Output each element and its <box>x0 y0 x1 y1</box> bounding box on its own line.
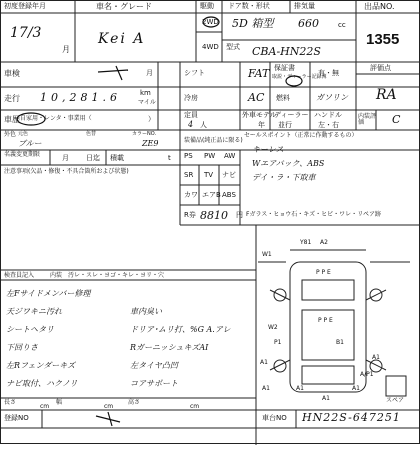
mark-w2: W2 <box>268 324 278 331</box>
mark-a1-1: A1 <box>260 359 268 366</box>
lot-label: 出品NO. <box>364 2 395 11</box>
spare-label: スペア <box>386 397 405 404</box>
car-grade-label: 車名・グレード <box>96 2 152 11</box>
inspector-conditions: 汚レ・スレ・ヨゴ・キレ・ヨリ・穴 <box>68 272 164 279</box>
handle-label: ハンドル <box>314 111 342 119</box>
chassis-label: 車台NO <box>262 414 287 422</box>
first-reg-value: 17/3 <box>10 25 42 41</box>
model-label: 型式 <box>226 43 240 51</box>
sales-point-line-3: デイ・ラ・下取車 <box>252 173 316 182</box>
fuel-label: 燃料 <box>276 94 290 102</box>
exterior-model-unit: 年 <box>258 121 265 129</box>
history-label: 車歴 <box>4 115 20 124</box>
sales-point-line-1: キーレス <box>252 145 284 154</box>
inspector-label: 検査員記入 <box>4 272 35 279</box>
recycle-label: R券 <box>184 211 196 219</box>
size-width-unit: cm <box>104 403 114 410</box>
car-body-diagram <box>258 250 410 396</box>
mark-a1-3: A1 <box>262 385 270 392</box>
name-change-label: 名義変更期限 <box>4 151 41 158</box>
capacity-unit: 人 <box>200 121 207 129</box>
mark-w1: W1 <box>262 251 272 258</box>
equip-pw: PW <box>204 152 216 160</box>
warranty-options: 有・無 <box>318 69 339 77</box>
shift-label: シフト <box>184 69 205 77</box>
mark-a1-4: A1 <box>322 395 330 402</box>
load-unit: t <box>168 154 171 162</box>
recycle-value: 8810 <box>200 209 228 222</box>
interior-eval-label: 内装評価 <box>358 113 377 126</box>
reg-no-label: 登録NO <box>4 414 29 422</box>
sales-point-line-2: Wエアバック、ABS <box>252 159 325 168</box>
mark-ppe-roof: P P E <box>318 317 333 324</box>
fuel-value: ガソリン <box>316 93 348 102</box>
color-current: 色替 <box>86 131 97 137</box>
dealer-value: 並行 <box>278 121 292 129</box>
color-value: ブルー <box>18 139 42 148</box>
lot-number: 1355 <box>366 31 400 48</box>
inspector-note-right-5: コアサポート <box>130 379 178 388</box>
drive-4wd: 4WD <box>202 43 219 51</box>
eval-label: 評価点 <box>370 64 391 72</box>
inspector-note-right-4: 左タイヤ凸凹 <box>130 361 178 370</box>
displacement-label: 排気量 <box>294 2 315 10</box>
mileage-label: 走行 <box>4 94 20 103</box>
equip-navi: ナビ <box>222 171 236 179</box>
mileage-unit-mile: マイル <box>138 99 156 106</box>
drive-2wd: 2WD <box>202 18 219 26</box>
handle-value: 左・右 <box>318 121 339 129</box>
equip-airbag: エアB <box>202 191 221 199</box>
equip-aw: AW <box>224 152 236 160</box>
name-change-day: 日迄 <box>86 154 100 162</box>
inspector-note-right-2: ドリア･ムリ打、%G A.アレ <box>130 325 231 334</box>
inspector-note-left-6: ナビ取付、ハクノリ <box>6 379 78 388</box>
equip-label: 装備品(純正品に限る) <box>184 137 243 144</box>
equip-ps: PS <box>184 152 193 160</box>
size-height-label: 高さ <box>128 399 141 406</box>
interior-eval-value: C <box>392 113 401 126</box>
equip-kawa: カワ <box>184 191 198 199</box>
car-grade-value: Kei A <box>98 31 146 47</box>
glass-label: Fガラス・ヒョウ石・キズ・ヒビ・ワレ・リペア跡 <box>246 211 382 218</box>
inspector-note-left-1: 左Fサイドメンバー修理 <box>6 289 91 298</box>
mark-a1-2: A1 <box>372 354 380 361</box>
displacement-value: 660 <box>298 17 319 30</box>
inspector-note-right-1: 車内臭い <box>130 307 162 316</box>
notes-label: 注意事項(欠品・修復・不具合箇所および状態) <box>4 168 129 175</box>
equip-sr: SR <box>184 171 194 179</box>
load-label: 積載 <box>110 154 124 162</box>
inspector-interior-label: 内装 <box>50 272 63 279</box>
mark-b1: B1 <box>336 339 344 346</box>
size-width-label: 幅 <box>56 399 63 406</box>
dealer-label: ディーラー <box>274 111 309 119</box>
ac-value: AC <box>248 91 265 104</box>
inspector-note-left-2: 天ジワキニ汚れ <box>6 307 62 316</box>
mileage-value: 10,281.6 <box>40 91 121 104</box>
exterior-model-label: 外車モデル <box>242 111 277 119</box>
warranty-sub: 取説・ディーラー記録簿 <box>272 74 327 80</box>
model-value: CBA-HN22S <box>252 45 321 58</box>
shift-value: FAT <box>248 67 270 80</box>
displacement-unit: cc <box>338 21 346 29</box>
color-original: 元色 <box>18 131 29 137</box>
color-no-value: ZE9 <box>142 139 159 148</box>
inspector-note-left-5: 左Rフェンダーキズ <box>6 361 76 370</box>
mileage-unit-km: km <box>140 89 151 97</box>
mark-a2: A2 <box>320 239 328 246</box>
first-reg-label: 初度登録年月 <box>4 2 46 10</box>
mark-ap1: A/P1 <box>360 371 374 378</box>
inspector-note-right-3: RガーニッシュキズAI <box>130 343 209 352</box>
mark-y81: Y81 <box>300 239 312 246</box>
capacity-label: 定員 <box>184 111 198 119</box>
capacity-value: 4 <box>188 120 194 129</box>
ac-label: 冷房 <box>184 94 198 102</box>
mark-ppe-front: P P E <box>316 269 331 276</box>
drive-label: 駆動 <box>200 2 214 10</box>
inspection-unit: 月 <box>146 69 153 77</box>
color-label: 外色 <box>4 131 17 138</box>
door-label: ドア数・形状 <box>228 2 270 10</box>
mark-a1-6: A1 <box>352 385 360 392</box>
chassis-value: HN22S-647251 <box>302 411 401 424</box>
sales-point-label: セールスポイント（正常に作動するもの） <box>244 132 358 139</box>
mark-p1: P1 <box>274 339 282 346</box>
history-options: 自家用・レンタ・事業用（ <box>20 115 92 122</box>
inspection-label: 車検 <box>4 69 20 78</box>
color-no-label: カラーNO. <box>132 131 157 137</box>
history-close: ） <box>148 115 155 123</box>
size-length-unit: cm <box>40 403 50 410</box>
size-length-label: 長さ <box>4 399 17 406</box>
door-value: 5D 箱型 <box>232 17 274 30</box>
size-height-unit: cm <box>190 403 200 410</box>
recycle-unit: 円 <box>236 211 243 219</box>
inspector-note-left-4: 下回りさ <box>6 343 38 352</box>
first-reg-month-unit: 月 <box>62 45 70 54</box>
mark-a1-5: A1 <box>296 385 304 392</box>
equip-abs: ABS <box>222 191 236 199</box>
inspector-note-left-3: シートヘタリ <box>6 325 54 334</box>
eval-value: RA <box>376 87 397 103</box>
name-change-month: 月 <box>62 154 69 162</box>
equip-tv: TV <box>204 171 214 179</box>
warranty-label: 保証書 <box>274 64 295 72</box>
